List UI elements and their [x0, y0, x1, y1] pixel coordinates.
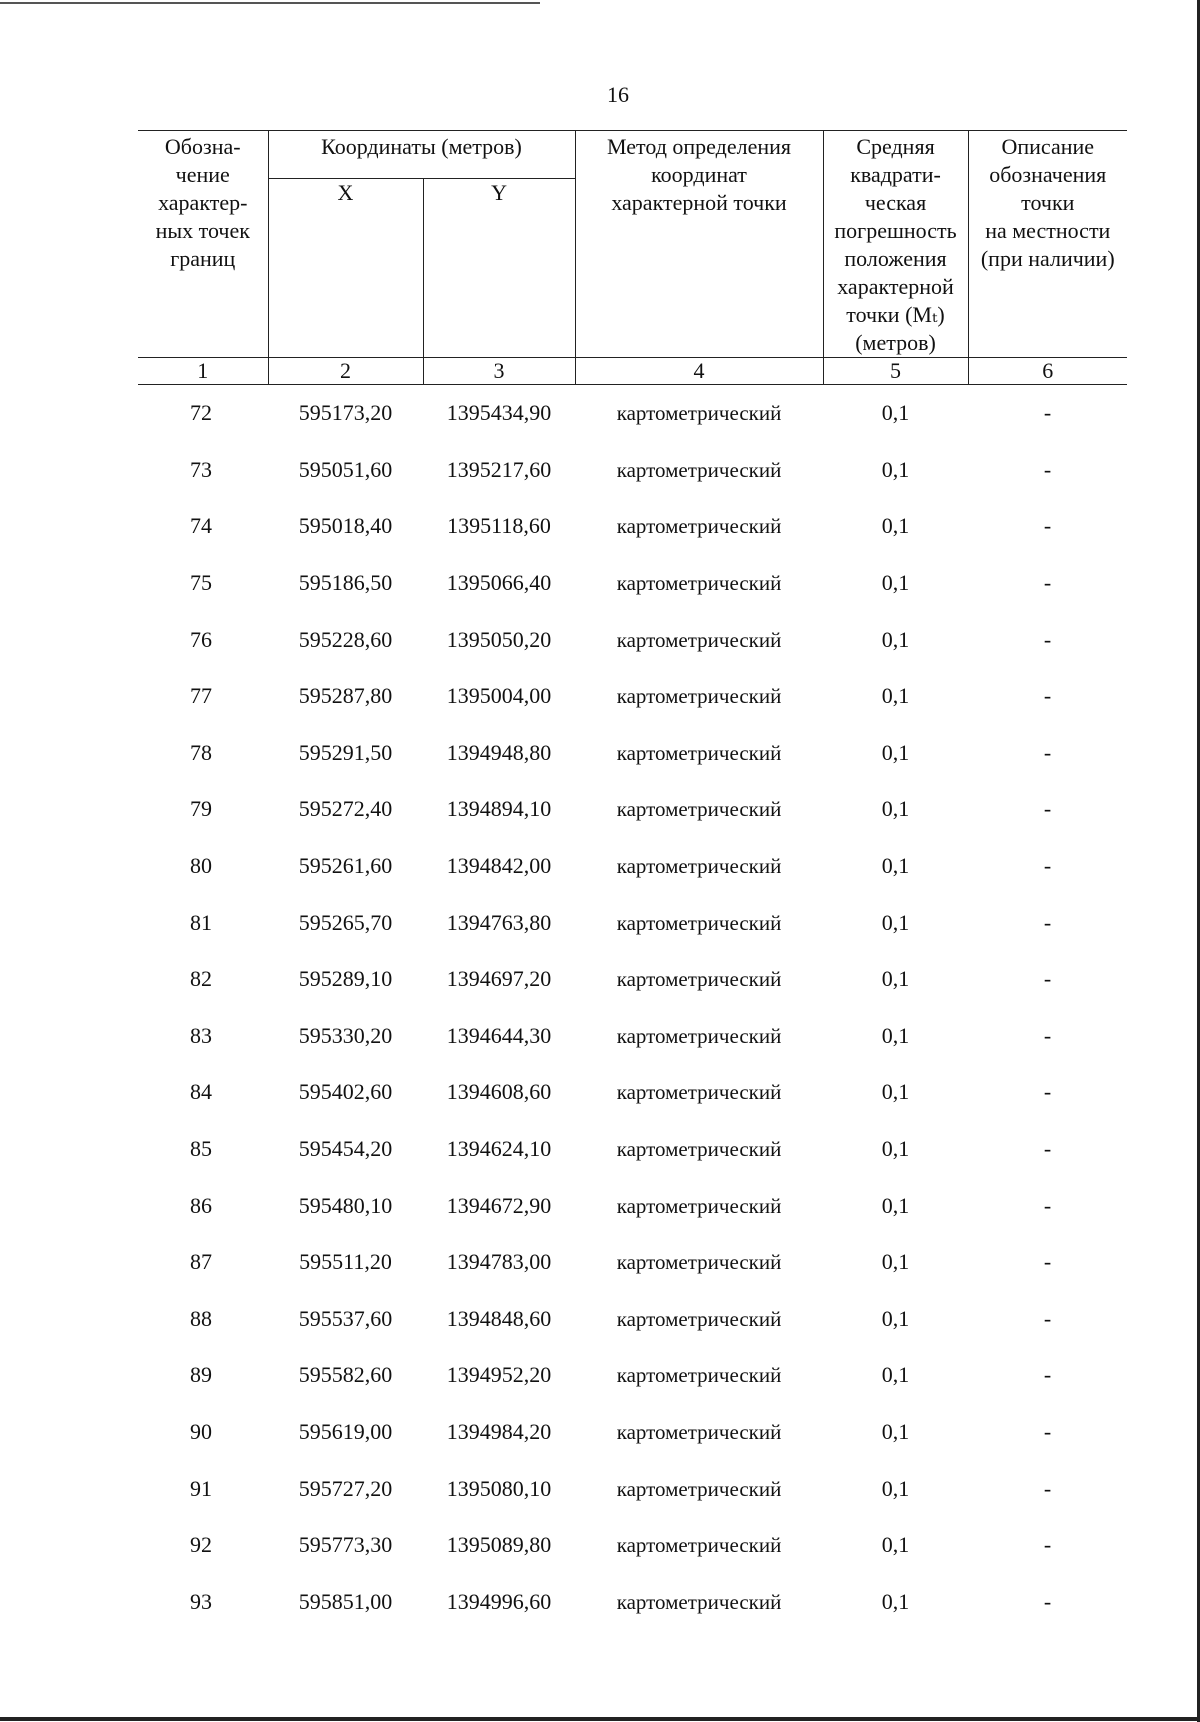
- y-coordinate-cell: 1394948,80: [446, 739, 552, 765]
- header-x: X: [268, 179, 423, 358]
- y-coordinate-cell: 1395050,20: [446, 626, 552, 652]
- y-coordinate-cell: 1395089,80: [446, 1532, 552, 1558]
- y-coordinate-cell: 1394894,10: [446, 796, 552, 822]
- point-number-cell: 74: [190, 513, 212, 539]
- table-row: [138, 1008, 1127, 1065]
- point-number-cell: 81: [190, 909, 212, 935]
- mean-square-error-cell: 0,1: [881, 1305, 910, 1331]
- description-cell: -: [1043, 1532, 1052, 1558]
- y-coordinate-cell: 1394952,20: [446, 1362, 552, 1388]
- table-row: [138, 725, 1127, 782]
- point-number-cell: 88: [190, 1305, 212, 1331]
- point-number-cell: 78: [190, 739, 212, 765]
- method-cell: картометрический: [616, 1419, 782, 1444]
- point-number-cell: 82: [190, 966, 212, 992]
- x-coordinate-cell: 595330,20: [298, 1022, 393, 1048]
- x-coordinate-cell: 595173,20: [298, 400, 393, 426]
- method-cell: картометрический: [616, 740, 782, 765]
- point-number-cell: 93: [190, 1588, 212, 1614]
- column-number: 6: [968, 358, 1127, 385]
- mean-square-error-cell: 0,1: [881, 513, 910, 539]
- x-coordinate-cell: 595018,40: [298, 513, 393, 539]
- table-row: [138, 1234, 1127, 1291]
- method-cell: картометрический: [616, 797, 782, 822]
- column-number-row: [138, 358, 1127, 385]
- table-row: [138, 838, 1127, 895]
- description-cell: -: [1043, 966, 1052, 992]
- x-coordinate-cell: 595727,20: [298, 1475, 393, 1501]
- point-number-cell: 91: [190, 1475, 212, 1501]
- x-coordinate-cell: 595265,70: [298, 909, 393, 935]
- mean-square-error-cell: 0,1: [881, 1362, 910, 1388]
- point-number-cell: 73: [190, 456, 212, 482]
- method-cell: картометрический: [616, 1533, 782, 1558]
- point-number-cell: 90: [190, 1418, 212, 1444]
- x-coordinate-cell: 595537,60: [298, 1305, 393, 1331]
- mean-square-error-cell: 0,1: [881, 400, 910, 426]
- mean-square-error-cell: 0,1: [881, 739, 910, 765]
- point-number-cell: 89: [190, 1362, 212, 1388]
- point-number-cell: 77: [190, 683, 212, 709]
- y-coordinate-cell: 1394996,60: [446, 1588, 552, 1614]
- mean-square-error-cell: 0,1: [881, 1022, 910, 1048]
- table-body: [138, 385, 1127, 1631]
- mean-square-error-cell: 0,1: [881, 1136, 910, 1162]
- y-coordinate-cell: 1394763,80: [446, 909, 552, 935]
- header-mean-square-error: Средняя квадрати- ческая погрешность положения характерной точки (Mₜ) (метров): [823, 131, 968, 358]
- y-coordinate-cell: 1395066,40: [446, 570, 552, 596]
- point-number-cell: 87: [190, 1249, 212, 1275]
- method-cell: картометрический: [616, 1589, 782, 1614]
- coordinates-table: [138, 130, 1127, 1630]
- point-number-cell: 85: [190, 1136, 212, 1162]
- x-coordinate-cell: 595402,60: [298, 1079, 393, 1105]
- scan-edge-bottom: [0, 1717, 1200, 1721]
- method-cell: картометрический: [616, 854, 782, 879]
- description-cell: -: [1043, 1022, 1052, 1048]
- table-row: [138, 611, 1127, 668]
- mean-square-error-cell: 0,1: [881, 456, 910, 482]
- description-cell: -: [1043, 570, 1052, 596]
- method-cell: картометрический: [616, 627, 782, 652]
- header-description: Описание обозначения точки на местности (при наличии): [968, 131, 1127, 358]
- description-cell: -: [1043, 456, 1052, 482]
- description-cell: -: [1043, 513, 1052, 539]
- header-point-designation: Обозна- чение характер- ных точек границ: [138, 131, 268, 358]
- point-number-cell: 72: [190, 400, 212, 426]
- description-cell: -: [1043, 739, 1052, 765]
- header-method: Метод определения координат характерной точки: [575, 131, 823, 358]
- description-cell: -: [1043, 683, 1052, 709]
- y-coordinate-cell: 1394697,20: [446, 966, 552, 992]
- method-cell: картометрический: [616, 684, 782, 709]
- description-cell: -: [1043, 1192, 1052, 1218]
- method-cell: картометрический: [616, 571, 782, 596]
- table-row: [138, 498, 1127, 555]
- method-cell: картометрический: [616, 1250, 782, 1275]
- y-coordinate-cell: 1394608,60: [446, 1079, 552, 1105]
- point-number-cell: 86: [190, 1192, 212, 1218]
- table-row: [138, 1517, 1127, 1574]
- point-number-cell: 79: [190, 796, 212, 822]
- table-row: [138, 1573, 1127, 1630]
- method-cell: картометрический: [616, 967, 782, 992]
- table-row: [138, 1291, 1127, 1348]
- table-row: [138, 555, 1127, 612]
- table-row: [138, 894, 1127, 951]
- method-cell: картометрический: [616, 401, 782, 426]
- table-row: [138, 781, 1127, 838]
- description-cell: -: [1043, 796, 1052, 822]
- mean-square-error-cell: 0,1: [881, 853, 910, 879]
- description-cell: -: [1043, 853, 1052, 879]
- y-coordinate-cell: 1394644,30: [446, 1022, 552, 1048]
- table-row: [138, 1177, 1127, 1234]
- y-coordinate-cell: 1394624,10: [446, 1136, 552, 1162]
- y-coordinate-cell: 1394984,20: [446, 1418, 552, 1444]
- method-cell: картометрический: [616, 1476, 782, 1501]
- header-coordinates-group: Координаты (метров): [268, 131, 575, 179]
- description-cell: -: [1043, 909, 1052, 935]
- mean-square-error-cell: 0,1: [881, 626, 910, 652]
- description-cell: -: [1043, 1079, 1052, 1105]
- y-coordinate-cell: 1395004,00: [446, 683, 552, 709]
- mean-square-error-cell: 0,1: [881, 1532, 910, 1558]
- description-cell: -: [1043, 1249, 1052, 1275]
- table-row: [138, 1404, 1127, 1461]
- method-cell: картометрический: [616, 1306, 782, 1331]
- y-coordinate-cell: 1395217,60: [446, 456, 552, 482]
- mean-square-error-cell: 0,1: [881, 570, 910, 596]
- point-number-cell: 92: [190, 1532, 212, 1558]
- mean-square-error-cell: 0,1: [881, 1249, 910, 1275]
- method-cell: картометрический: [616, 1137, 782, 1162]
- point-number-cell: 84: [190, 1079, 212, 1105]
- table-row: [138, 668, 1127, 725]
- header-y: Y: [423, 179, 575, 358]
- description-cell: -: [1043, 1305, 1052, 1331]
- x-coordinate-cell: 595454,20: [298, 1136, 393, 1162]
- method-cell: картометрический: [616, 1080, 782, 1105]
- mean-square-error-cell: 0,1: [881, 683, 910, 709]
- x-coordinate-cell: 595619,00: [298, 1418, 393, 1444]
- mean-square-error-cell: 0,1: [881, 1588, 910, 1614]
- table-row: [138, 1064, 1127, 1121]
- x-coordinate-cell: 595291,50: [298, 739, 393, 765]
- y-coordinate-cell: 1394672,90: [446, 1192, 552, 1218]
- description-cell: -: [1043, 1588, 1052, 1614]
- point-number-cell: 75: [190, 570, 212, 596]
- mean-square-error-cell: 0,1: [881, 1079, 910, 1105]
- x-coordinate-cell: 595582,60: [298, 1362, 393, 1388]
- y-coordinate-cell: 1395080,10: [446, 1475, 552, 1501]
- column-number: 5: [823, 358, 968, 385]
- y-coordinate-cell: 1394848,60: [446, 1305, 552, 1331]
- method-cell: картометрический: [616, 457, 782, 482]
- point-number-cell: 80: [190, 853, 212, 879]
- x-coordinate-cell: 595480,10: [298, 1192, 393, 1218]
- mean-square-error-cell: 0,1: [881, 1418, 910, 1444]
- method-cell: картометрический: [616, 1193, 782, 1218]
- column-number: 1: [138, 358, 268, 385]
- mean-square-error-cell: 0,1: [881, 966, 910, 992]
- mean-square-error-cell: 0,1: [881, 909, 910, 935]
- point-number-cell: 83: [190, 1022, 212, 1048]
- y-coordinate-cell: 1395118,60: [447, 513, 551, 539]
- mean-square-error-cell: 0,1: [881, 1475, 910, 1501]
- page-number: 16: [607, 82, 629, 107]
- description-cell: -: [1043, 1418, 1052, 1444]
- table-row: [138, 442, 1127, 499]
- y-coordinate-cell: 1394783,00: [446, 1249, 552, 1275]
- x-coordinate-cell: 595228,60: [298, 626, 393, 652]
- table-row: [138, 385, 1127, 442]
- x-coordinate-cell: 595051,60: [298, 456, 393, 482]
- method-cell: картометрический: [616, 514, 782, 539]
- column-number: 3: [423, 358, 575, 385]
- x-coordinate-cell: 595186,50: [298, 570, 393, 596]
- table-row: [138, 1347, 1127, 1404]
- description-cell: -: [1043, 1362, 1052, 1388]
- description-cell: -: [1043, 1475, 1052, 1501]
- x-coordinate-cell: 595851,00: [298, 1588, 393, 1614]
- table-row: [138, 1460, 1127, 1517]
- description-cell: -: [1043, 626, 1052, 652]
- column-number: 2: [268, 358, 423, 385]
- description-cell: -: [1043, 400, 1052, 426]
- x-coordinate-cell: 595511,20: [299, 1249, 392, 1275]
- method-cell: картометрический: [616, 910, 782, 935]
- mean-square-error-cell: 0,1: [881, 796, 910, 822]
- mean-square-error-cell: 0,1: [881, 1192, 910, 1218]
- x-coordinate-cell: 595289,10: [298, 966, 393, 992]
- table-row: [138, 951, 1127, 1008]
- y-coordinate-cell: 1394842,00: [446, 853, 552, 879]
- description-cell: -: [1043, 1136, 1052, 1162]
- method-cell: картометрический: [616, 1023, 782, 1048]
- scan-edge-top: [0, 2, 540, 4]
- x-coordinate-cell: 595773,30: [298, 1532, 393, 1558]
- point-number-cell: 76: [190, 626, 212, 652]
- y-coordinate-cell: 1395434,90: [446, 400, 552, 426]
- x-coordinate-cell: 595261,60: [298, 853, 393, 879]
- x-coordinate-cell: 595287,80: [298, 683, 393, 709]
- table-row: [138, 1121, 1127, 1178]
- x-coordinate-cell: 595272,40: [298, 796, 393, 822]
- column-number: 4: [575, 358, 823, 385]
- method-cell: картометрический: [616, 1363, 782, 1388]
